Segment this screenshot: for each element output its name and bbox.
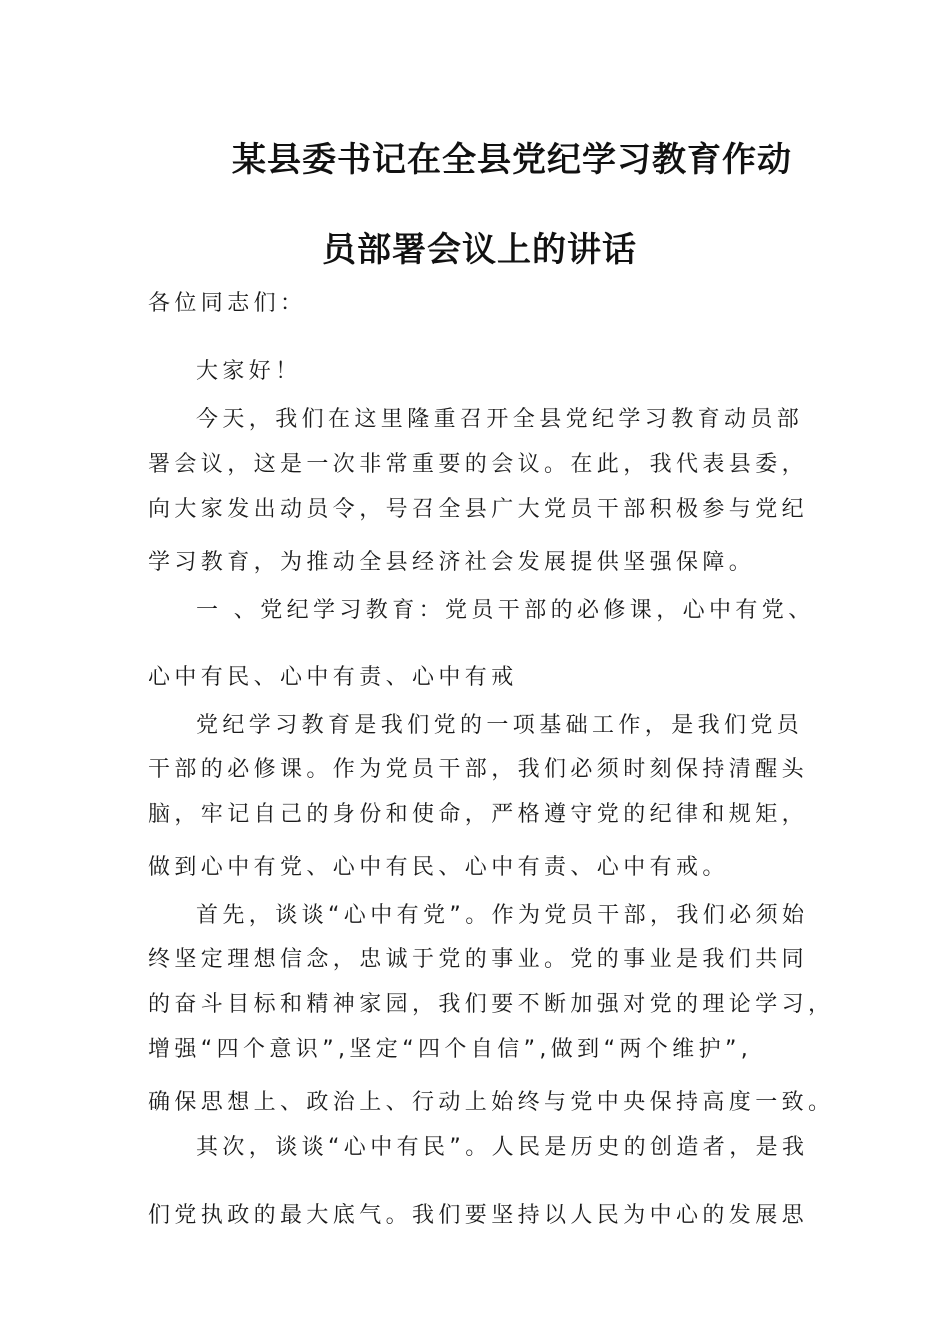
paragraph-line: 今天，我们在这里隆重召开全县党纪学习教育动员部: [196, 407, 804, 432]
section-heading: 一 、党纪学习教育：党员干部的必修课，心中有党、: [196, 598, 815, 623]
title-line-1: 某县委书记在全县党纪学习教育作动: [232, 140, 792, 180]
paragraph-line: 向大家发出动员令，号召全县广大党员干部积极参与党纪: [148, 497, 809, 522]
paragraph-line: 脑，牢记自己的身份和使命，严格遵守党的纪律和规矩，: [148, 802, 809, 827]
paragraph-line: 署会议，这是一次非常重要的会议。在此，我代表县委，: [148, 452, 809, 477]
paragraph-line: 学习教育，为推动全县经济社会发展提供坚强保障。: [148, 550, 756, 575]
paragraph-line: 做到心中有党、心中有民、心中有责、心中有戒。: [148, 855, 729, 880]
paragraph-line: 干部的必修课。作为党员干部，我们必须时刻保持清醒头: [148, 757, 809, 782]
title-line-2: 员部署会议上的讲话: [322, 230, 637, 270]
greeting: 大家好！: [196, 359, 302, 384]
paragraph-line: 首先，谈谈“心中有党”。作为党员干部，我们必须始: [196, 903, 809, 928]
paragraph-line: 党纪学习教育是我们党的一项基础工作，是我们党员: [196, 713, 804, 738]
section-heading: 心中有民、心中有责、心中有戒: [148, 665, 518, 690]
paragraph-line: 们党执政的最大底气。我们要坚持以人民为中心的发展思: [148, 1203, 809, 1228]
paragraph-line: 增强“四个意识”,坚定“四个自信”,做到“两个维护”,: [148, 1037, 753, 1062]
paragraph-line: 其次，谈谈“心中有民”。人民是历史的创造者，是我: [196, 1135, 809, 1160]
salutation: 各位同志们：: [148, 291, 307, 316]
paragraph-line: 确保思想上、政治上、行动上始终与党中央保持高度一致。: [148, 1090, 835, 1115]
paragraph-line: 终坚定理想信念，忠诚于党的事业。党的事业是我们共同: [148, 947, 809, 972]
paragraph-line: 的奋斗目标和精神家园，我们要不断加强对党的理论学习，: [148, 992, 835, 1017]
